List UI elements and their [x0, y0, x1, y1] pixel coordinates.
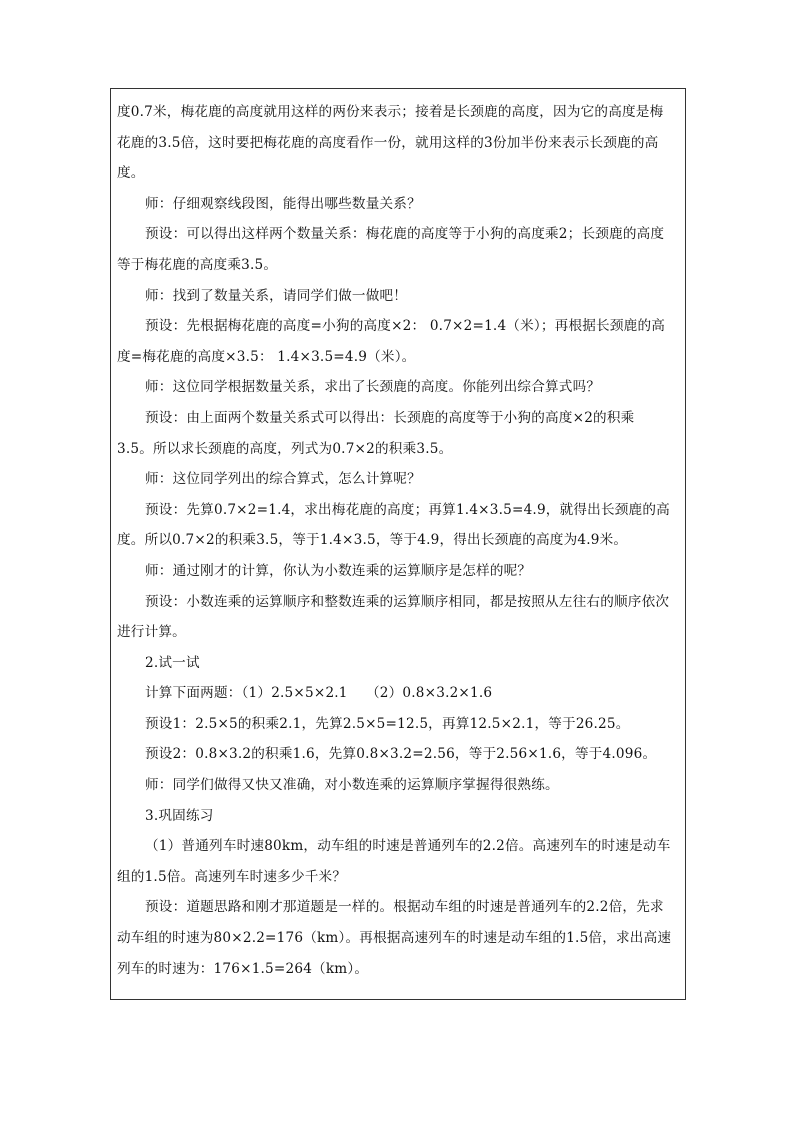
text-line: 师：通过刚才的计算，你认为小数连乘的运算顺序是怎样的呢？	[145, 562, 532, 579]
text-line: 预设：由上面两个数量关系式可以得出：长颈鹿的高度等于小狗的高度×2的积乘	[145, 409, 635, 426]
text-line: 师：这位同学列出的综合算式，怎么计算呢？	[145, 471, 421, 488]
lesson-content	[117, 97, 679, 984]
text-line: 预设：先根据梅花鹿的高度=小狗的高度×2： 0.7×2=1.4（米）；再根据长颈鹿的高	[145, 318, 666, 335]
expected-answer	[117, 495, 679, 556]
expected-answer	[117, 587, 679, 648]
section-heading	[117, 801, 679, 832]
exercise-prompt	[117, 678, 679, 709]
text-line: 3.5。所以求长颈鹿的高度，列式为0.7×2的积乘3.5。	[117, 440, 453, 457]
text-line: 预设：先算0.7×2=1.4，求出梅花鹿的高度；再算1.4×3.5=4.9，就得出长颈鹿的高	[145, 501, 670, 518]
text-line: 度0.7米，梅花鹿的高度就用这样的两份来表示；接着是长颈鹿的高度，因为它的高度是梅	[117, 104, 664, 120]
text-line: 组的1.5倍。高速列车时速多少千米？	[117, 868, 347, 885]
text-line: 师：这位同学根据数量关系，求出了长颈鹿的高度。你能列出综合算式吗？	[145, 379, 601, 396]
teacher-comment	[117, 770, 679, 801]
paragraph	[117, 97, 679, 189]
text-line: 3.巩固练习	[145, 807, 214, 824]
expected-answer	[117, 219, 679, 280]
teacher-question	[117, 464, 679, 495]
expected-answer	[117, 892, 679, 984]
text-line: 计算下面两题：（1）2.5×5×2.1 （2）0.8×3.2×1.6	[145, 685, 493, 702]
text-line: 预设：道题思路和刚才那道题是一样的。根据动车组的时速是普通列车的2.2倍，先求	[145, 899, 664, 916]
text-line: 花鹿的3.5倍，这时要把梅花鹿的高度看作一份，就用这样的3份加半份来表示长颈鹿的高	[117, 134, 659, 151]
expected-answer	[117, 403, 679, 464]
text-line: 师：同学们做得又快又准确，对小数连乘的运算顺序掌握得很熟练。	[145, 777, 559, 794]
text-line: 列车的时速为：176×1.5=264（km）。	[117, 960, 369, 977]
text-line: 师：仔细观察线段图，能得出哪些数量关系？	[145, 195, 421, 212]
text-line: 预设1：2.5×5的积乘2.1，先算2.5×5=12.5，再算12.5×2.1，等于26.25。	[145, 715, 630, 732]
text-line: 师：找到了数量关系，请同学们做一做吧！	[145, 287, 408, 304]
exercise-prompt	[117, 831, 679, 892]
teacher-question	[117, 189, 679, 220]
text-line: （1）普通列车时速80km，动车组的时速是普通列车的2.2倍。高速列车的时速是动车	[145, 838, 671, 855]
text-line: 预设2：0.8×3.2的积乘1.6，先算0.8×3.2=2.56，等于2.56×1.6，等于4.096。	[145, 746, 657, 763]
expected-answer	[117, 739, 679, 770]
text-line: 等于梅花鹿的高度乘3.5。	[117, 256, 278, 273]
text-line: 2.试一试	[145, 654, 200, 671]
section-heading	[117, 648, 679, 679]
text-line: 进行计算。	[117, 624, 186, 641]
text-line: 预设：小数连乘的运算顺序和整数连乘的运算顺序相同，都是按照从左往右的顺序依次	[145, 593, 670, 610]
text-line: 度。	[117, 165, 145, 182]
lesson-table-cell	[110, 88, 686, 1000]
text-line: 动车组的时速为80×2.2=176（km）。再根据高速列车的时速是动车组的1.5倍，求出高速	[117, 930, 672, 947]
text-line: 度=梅花鹿的高度×3.5： 1.4×3.5=4.9（米）。	[117, 348, 416, 365]
teacher-question	[117, 281, 679, 312]
text-line: 度。所以0.7×2的积乘3.5，等于1.4×3.5，等于4.9，得出长颈鹿的高度为4.9米。	[117, 532, 628, 549]
teacher-question	[117, 372, 679, 403]
expected-answer	[117, 311, 679, 372]
text-line: 预设：可以得出这样两个数量关系：梅花鹿的高度等于小狗的高度乘2；长颈鹿的高度	[145, 226, 665, 243]
teacher-question	[117, 556, 679, 587]
expected-answer	[117, 709, 679, 740]
